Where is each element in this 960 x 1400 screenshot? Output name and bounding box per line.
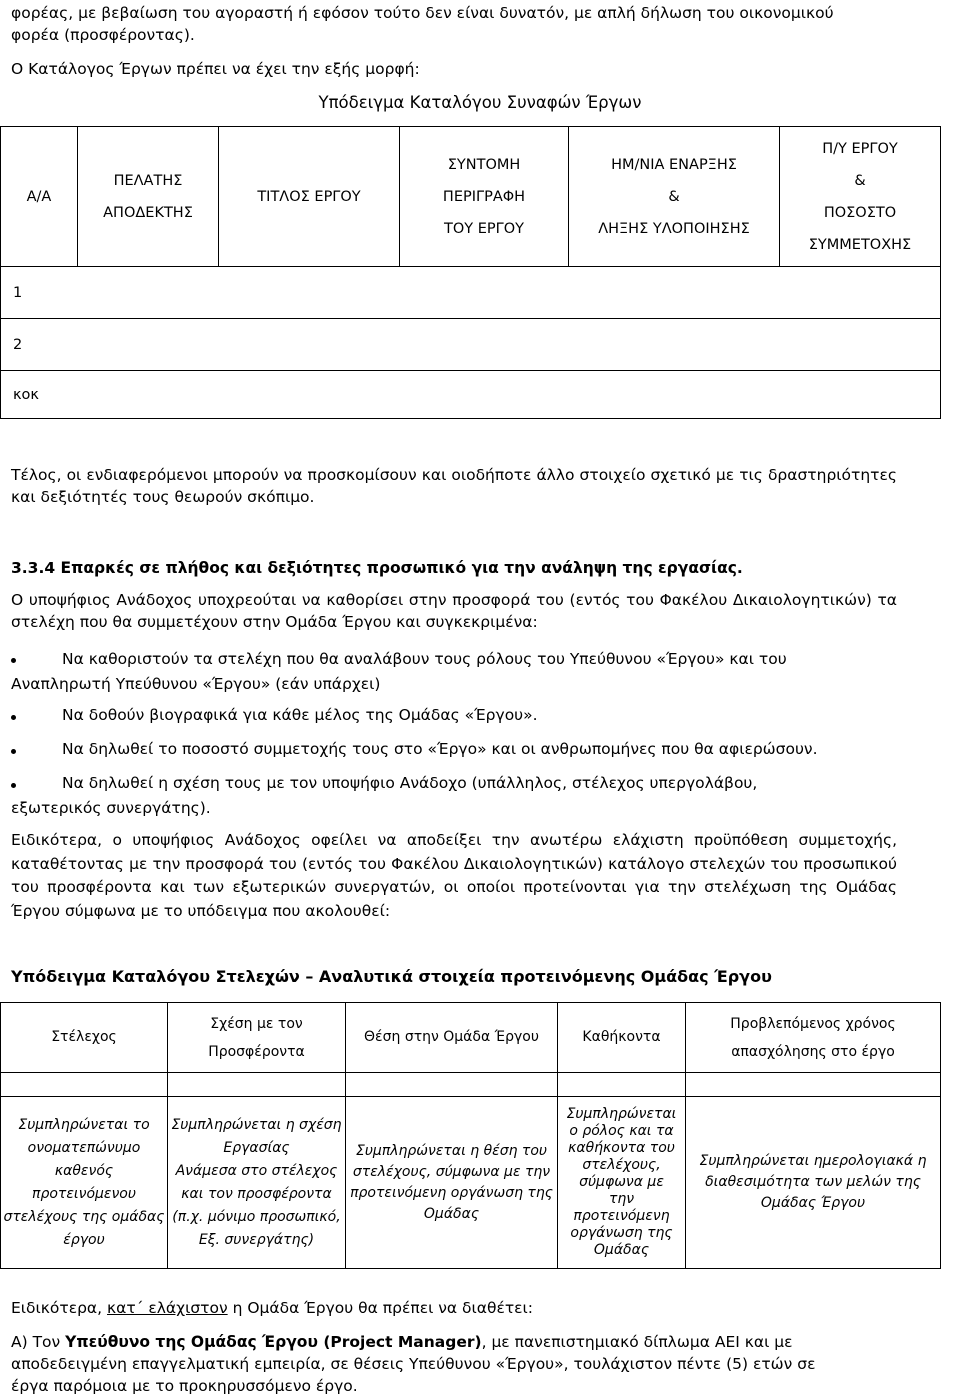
closing-line-1: Ειδικότερα, κατ΄ ελάχιστον η Ομάδα Έργου θα πρέπει να διαθέτει: [11, 1299, 534, 1317]
header-client: ΠΕΛΑΤΗΣ ΑΠΟΔΕΚΤΗΣ [78, 127, 219, 267]
projects-table-header [1, 127, 941, 267]
cell-relation: Συμπληρώνεται η σχέση Εργασίας Ανάμεσα στο στέλεχος και τον προσφέροντα (π.χ. μόνιμο προσωπικό, Εξ. συνεργάτης) [168, 1097, 346, 1269]
paragraph-specifically: Ειδικότερα, ο υποψήφιος Ανάδοχος οφείλει να αποδείξει την ανωτέρω ελάχιστη προϋπόθεση συμμετοχής, καταθέτοντας με την προσφορά του (εντός του Φακέλου Δικαιολογητικών) κατάλογο στελεχών του προσωπικού του προσφέροντα και των εξωτερικών συνεργατών, οι οποίοι προτείνονται για την στελέχωση της Ομάδας Έργου σύμφωνα με το υπόδειγμα που ακολουθεί: [11, 831, 897, 920]
bullet-text-2: Να δοθούν βιογραφικά για κάθε μέλος της Ομάδας «Έργου». [62, 706, 538, 724]
table-row [1, 1097, 941, 1269]
bullet-icon [11, 715, 16, 720]
paragraph-staff: Ο υποψήφιος Ανάδοχος υποχρεούται να καθορίσει στην προσφορά του (εντός του Φακέλου Δικαιολογητικών) τα στελέχη που θα συμμετέχουν στην Ομάδα Έργου και συγκεκριμένα: [11, 591, 897, 631]
staff-table [0, 1002, 941, 1269]
section-heading: 3.3.4 Επαρκές σε πλήθος και δεξιότητες προσωπικό για την ανάληψη της εργασίας. [11, 559, 743, 577]
bullet-icon [11, 783, 16, 788]
cell-time: Συμπληρώνεται ημερολογιακά η διαθεσιμότητα των μελών της Ομάδας Έργου [686, 1097, 941, 1269]
spacer-row [1, 1073, 941, 1097]
bullet-text-4: Να δηλωθεί η σχέση τους με τον υποψήφιο Ανάδοχο (υπάλληλος, στέλεχος υπεργολάβου, [62, 774, 758, 792]
paragraph-other-items: Τέλος, οι ενδιαφερόμενοι μπορούν να προσκομίσουν και οιοδήποτε άλλο στοιχείο σχετικό με τις δραστηριότητες και δεξιότητές τους θεωρούν σκόπιμο. [11, 466, 897, 506]
table2-title: Υπόδειγμα Καταλόγου Στελεχών – Αναλυτικά στοιχεία προτεινόμενης Ομάδας Έργου [11, 967, 772, 986]
header-description: ΣΥΝΤΟΜΗ ΠΕΡΙΓΡΑΦΗ ΤΟΥ ΕΡΓΟΥ [400, 127, 569, 267]
header-duties: Καθήκοντα [558, 1003, 686, 1073]
intro-line-3: Ο Κατάλογος Έργων πρέπει να έχει την εξής μορφή: [11, 60, 420, 78]
staff-table-header [1, 1003, 941, 1073]
header-staff: Στέλεχος [1, 1003, 168, 1073]
row-number: 2 [1, 319, 941, 371]
bullet-icon [11, 658, 16, 663]
closing-line-4: έργα παρόμοια με το προκηρυσσόμενο έργο. [11, 1377, 358, 1395]
table-row [1, 371, 941, 419]
header-dates: ΗΜ/ΝΙΑ ΕΝΑΡΞΗΣ & ΛΗΞΗΣ ΥΛΟΠΟΙΗΣΗΣ [569, 127, 780, 267]
cell-position: Συμπληρώνεται η θέση του στελέχους, σύμφωνα με την προτεινόμενη οργάνωση της Ομάδας [346, 1097, 558, 1269]
bullet-text-4-cont: εξωτερικός συνεργάτης). [11, 799, 211, 817]
bullet-text-1-cont: Αναπληρωτή Υπεύθυνου «Έργου» (εάν υπάρχει) [11, 675, 381, 693]
bullet-text-1: Να καθοριστούν τα στελέχη που θα αναλάβουν τους ρόλους του Υπεύθυνου «Έργου» και του [62, 650, 787, 668]
table1-title: Υπόδειγμα Καταλόγου Συναφών Έργων [318, 93, 642, 112]
bullet-icon [11, 749, 16, 754]
table-row [1, 267, 941, 319]
header-position: Θέση στην Ομάδα Έργου [346, 1003, 558, 1073]
header-aa: Α/Α [1, 127, 78, 267]
header-relation: Σχέση με τον Προσφέροντα [168, 1003, 346, 1073]
bullet-text-3: Να δηλωθεί το ποσοστό συμμετοχής τους στο «Έργο» και οι ανθρωπομήνες που θα αφιερώσουν. [62, 740, 818, 758]
cell-staff: Συμπληρώνεται το ονοματεπώνυμο καθενός προτεινόμενου στελέχους της ομάδας έργου [1, 1097, 168, 1269]
row-number: 1 [1, 267, 941, 319]
cell-duties: Συμπληρώνεται ο ρόλος και τα καθήκοντα του στελέχους, σύμφωνα με την προτεινόμενη οργάνωση της Ομάδας [558, 1097, 686, 1269]
header-time: Προβλεπόμενος χρόνος απασχόλησης στο έργο [686, 1003, 941, 1073]
header-budget: Π/Υ ΕΡΓΟΥ & ΠΟΣΟΣΤΟ ΣΥΜΜΕΤΟΧΗΣ [780, 127, 941, 267]
row-number: κοκ [1, 371, 941, 419]
closing-line-2: Α) Τον Υπεύθυνο της Ομάδας Έργου (Project Manager), με πανεπιστημιακό δίπλωμα ΑΕΙ και με [11, 1333, 793, 1351]
intro-line-1: φορέας, με βεβαίωση του αγοραστή ή εφόσον τούτο δεν είναι δυνατόν, με απλή δήλωση του οικονομικού [11, 4, 834, 22]
closing-line-3: αποδεδειγμένη επαγγελματική εμπειρία, σε θέσεις Υπεύθυνου «Έργου», τουλάχιστον πέντε (5) ετών σε [11, 1355, 816, 1373]
table-row [1, 319, 941, 371]
projects-table [0, 126, 941, 419]
intro-line-2: φορέα (προσφέροντας). [11, 26, 195, 44]
header-title: ΤΙΤΛΟΣ ΕΡΓΟΥ [219, 127, 400, 267]
